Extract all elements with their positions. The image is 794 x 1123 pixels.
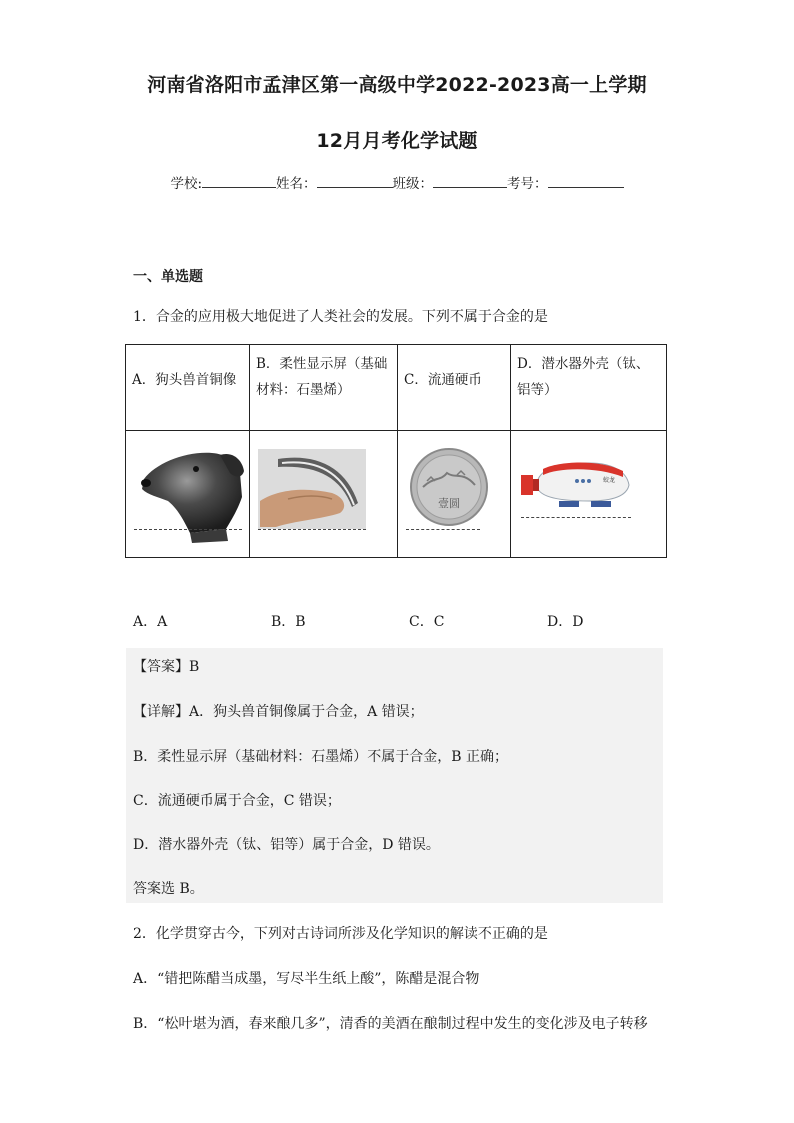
name-label: 姓名： bbox=[276, 176, 317, 192]
q1-stem: 1．合金的应用极大地促进了人类社会的发展。下列不属于合金的是 bbox=[133, 309, 548, 325]
answer-box bbox=[126, 648, 663, 903]
image-a-cell bbox=[126, 431, 250, 558]
q2-option-a: A．“错把陈醋当成墨，写尽半生纸上酸”，陈醋是混合物 bbox=[133, 971, 480, 987]
q1-options-table bbox=[125, 344, 667, 558]
flexible-screen-image bbox=[256, 431, 391, 557]
q1-detail-line1: 【详解】A．狗头兽首铜像属于合金，A 错误； bbox=[133, 704, 424, 720]
q2-stem: 2．化学贯穿古今，下列对古诗词所涉及化学知识的解读不正确的是 bbox=[133, 926, 548, 942]
image-c-cell bbox=[398, 431, 511, 558]
name-blank[interactable] bbox=[317, 173, 393, 188]
submersible-image bbox=[517, 431, 660, 557]
option-b-cell bbox=[250, 345, 398, 431]
coin-image bbox=[404, 431, 504, 557]
q1-detail-line4: D．潜水器外壳（钛、铝等）属于合金，D 错误。 bbox=[133, 837, 440, 853]
school-label: 学校: bbox=[170, 176, 203, 192]
option-d-line1: D．潜水器外壳（钛、 bbox=[517, 356, 650, 372]
choice-c[interactable]: C．C bbox=[409, 614, 445, 630]
option-c-cell bbox=[398, 345, 511, 431]
q1-detail-line3: C．流通硬币属于合金，C 错误； bbox=[133, 793, 341, 809]
student-info-row bbox=[0, 172, 794, 192]
section-title: 一、单选题 bbox=[133, 269, 203, 285]
sub-name-text: 蛟龙 bbox=[603, 477, 616, 484]
option-a-text: A．狗头兽首铜像 bbox=[132, 372, 237, 388]
option-d-cell bbox=[511, 345, 667, 431]
option-c-text: C．流通硬币 bbox=[404, 372, 482, 388]
class-label: 班级： bbox=[392, 176, 434, 192]
choice-a[interactable]: A．A bbox=[133, 614, 168, 630]
option-a-cell bbox=[126, 345, 250, 431]
q2-option-b: B．“松叶堪为酒，春来酿几多”，清香的美酒在酿制过程中发生的变化涉及电子转移 bbox=[133, 1016, 648, 1032]
image-d-cell bbox=[511, 431, 667, 558]
option-b-line2: 材料：石墨烯） bbox=[256, 382, 351, 398]
option-b-line1: B．柔性显示屏（基础 bbox=[256, 356, 388, 372]
number-blank[interactable] bbox=[548, 173, 624, 188]
choice-b[interactable]: B．B bbox=[271, 614, 306, 630]
school-blank[interactable] bbox=[202, 173, 276, 188]
q1-choices bbox=[133, 611, 733, 631]
doc-title-line2: 12月月考化学试题 bbox=[316, 130, 478, 152]
doc-title-line1: 河南省洛阳市孟津区第一高级中学2022-2023高一上学期 bbox=[147, 74, 647, 96]
coin-denomination-text: 壹圆 bbox=[438, 497, 460, 510]
q1-detail-line2: B．柔性显示屏（基础材料：石墨烯）不属于合金，B 正确； bbox=[133, 749, 509, 765]
dog-head-image bbox=[132, 431, 243, 557]
choice-d[interactable]: D．D bbox=[547, 614, 584, 630]
number-label: 考号： bbox=[507, 176, 548, 192]
option-d-line2: 铝等） bbox=[517, 382, 558, 398]
q1-detail-line5: 答案选 B。 bbox=[133, 881, 204, 897]
q1-answer: 【答案】B bbox=[133, 659, 200, 675]
class-blank[interactable] bbox=[433, 173, 507, 188]
image-b-cell bbox=[250, 431, 398, 558]
